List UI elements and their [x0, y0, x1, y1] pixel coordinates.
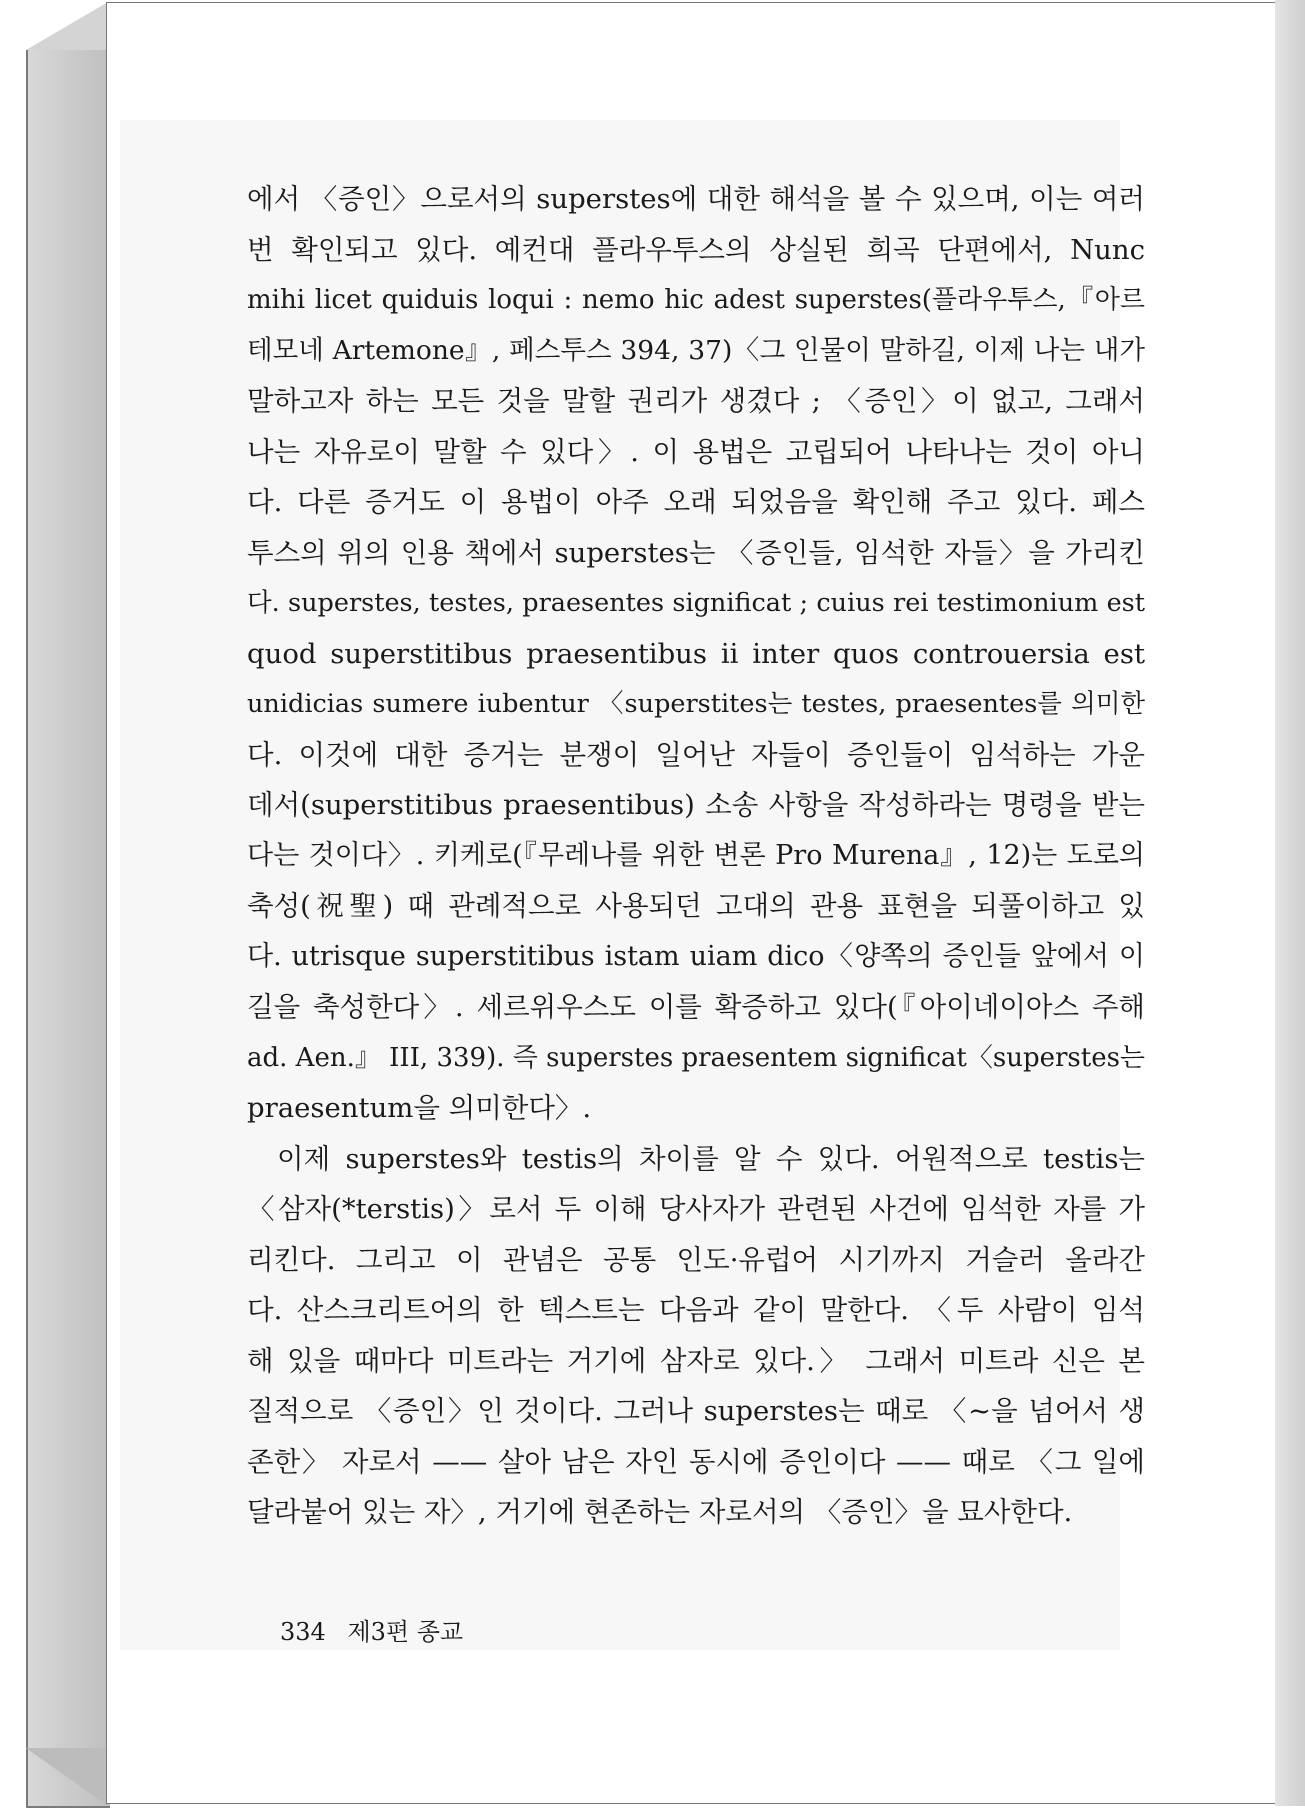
text-line: ad. Aen.』 III, 339). 즉 superstes praesentem significat〈superstes는	[247, 1042, 1146, 1073]
section-title: 제3편 종교	[347, 1618, 464, 1646]
right-edge-shade	[1275, 0, 1305, 1806]
text-line: 해 있을 때마다 미트라는 거기에 삼자로 있다.〉 그래서 미트라 신은 본	[247, 1344, 1145, 1377]
text-line: 번 확인되고 있다. 예컨대 플라우투스의 상실된 희곡 단편에서, Nunc	[247, 233, 1145, 266]
text-line: 다. 산스크리트어의 한 텍스트는 다음과 같이 말한다. 〈두 사람이 임석	[247, 1294, 1145, 1326]
text-line: unidicias sumere iubentur 〈superstites는 testes, praesentes를 의미한	[247, 689, 1145, 719]
book-spine	[26, 50, 110, 1808]
text-line: 축성(祝聖) 때 관례적으로 사용되던 고대의 관용 표현을 되풀이하고 있	[247, 890, 1145, 922]
text-line: 이제 superstes와 testis의 차이를 알 수 있다. 어원적으로 testis는	[277, 1142, 1145, 1175]
text-line: mihi licet quiduis loqui : nemo hic adest superstes(플라우투스,『아르	[247, 285, 1145, 315]
book-spine-bottom	[26, 1748, 108, 1806]
text-line: 다. 이것에 대한 증거는 분쟁이 일어난 자들이 증인들이 임석하는 가운	[247, 738, 1145, 771]
text-line: 달라붙어 있는 자〉, 거기에 현존하는 자로서의 〈증인〉을 묘사한다.	[247, 1496, 1073, 1528]
text-line: 다. utrisque superstitibus istam uiam dico〈양쪽의 증인들 앞에서 이	[247, 940, 1145, 972]
text-line: 테모네 Artemone』, 페스투스 394, 37)〈그 인물이 말하길, 이제 나는 내가	[247, 334, 1145, 366]
page-number: 334	[280, 1618, 326, 1646]
book-spine-top	[26, 2, 108, 50]
text-line: 〈삼자(*terstis)〉로서 두 이해 당사자가 관련된 사건에 임석한 자를 가	[247, 1193, 1145, 1225]
text-line: 리킨다. 그리고 이 관념은 공통 인도·유럽어 시기까지 거슬러 올라간	[247, 1243, 1145, 1276]
text-line: 존한〉 자로서 —— 살아 남은 자인 동시에 증인이다 —— 때로 〈그 일에	[247, 1445, 1145, 1478]
text-line: 다. superstes, testes, praesentes significat ; cuius rei testimonium est	[247, 588, 1145, 618]
text-line: 에서 〈증인〉으로서의 superstes에 대한 해석을 볼 수 있으며, 이는 여러	[247, 183, 1145, 215]
text-line: 다. 다른 증거도 이 용법이 아주 오래 되었음을 확인해 주고 있다. 페스	[247, 486, 1145, 518]
text-line: 길을 축성한다〉. 세르위우스도 이를 확증하고 있다(『아이네이아스 주해	[247, 991, 1145, 1023]
body-text	[247, 174, 1145, 1538]
text-line: 투스의 위의 인용 책에서 superstes는 〈증인들, 임석한 자들〉을 가리킨	[247, 536, 1145, 569]
text-line: quod superstitibus praesentibus ii inter quos controuersia est	[247, 637, 1145, 670]
page-footer	[280, 1612, 477, 1647]
text-line: praesentum을 의미한다〉.	[247, 1092, 592, 1124]
text-line: 데서(superstitibus praesentibus) 소송 사항을 작성하라는 명령을 받는	[247, 789, 1145, 821]
text-line: 질적으로 〈증인〉인 것이다. 그러나 superstes는 때로 〈~을 넘어서 생	[247, 1395, 1145, 1427]
text-line: 말하고자 하는 모든 것을 말할 권리가 생겼다 ; 〈증인〉이 없고, 그래서	[247, 385, 1145, 417]
text-line: 나는 자유로이 말할 수 있다〉. 이 용법은 고립되어 나타나는 것이 아니	[247, 435, 1145, 468]
text-line: 다는 것이다〉. 키케로(『무레나를 위한 변론 Pro Murena』, 12)는 도로의	[247, 839, 1145, 871]
